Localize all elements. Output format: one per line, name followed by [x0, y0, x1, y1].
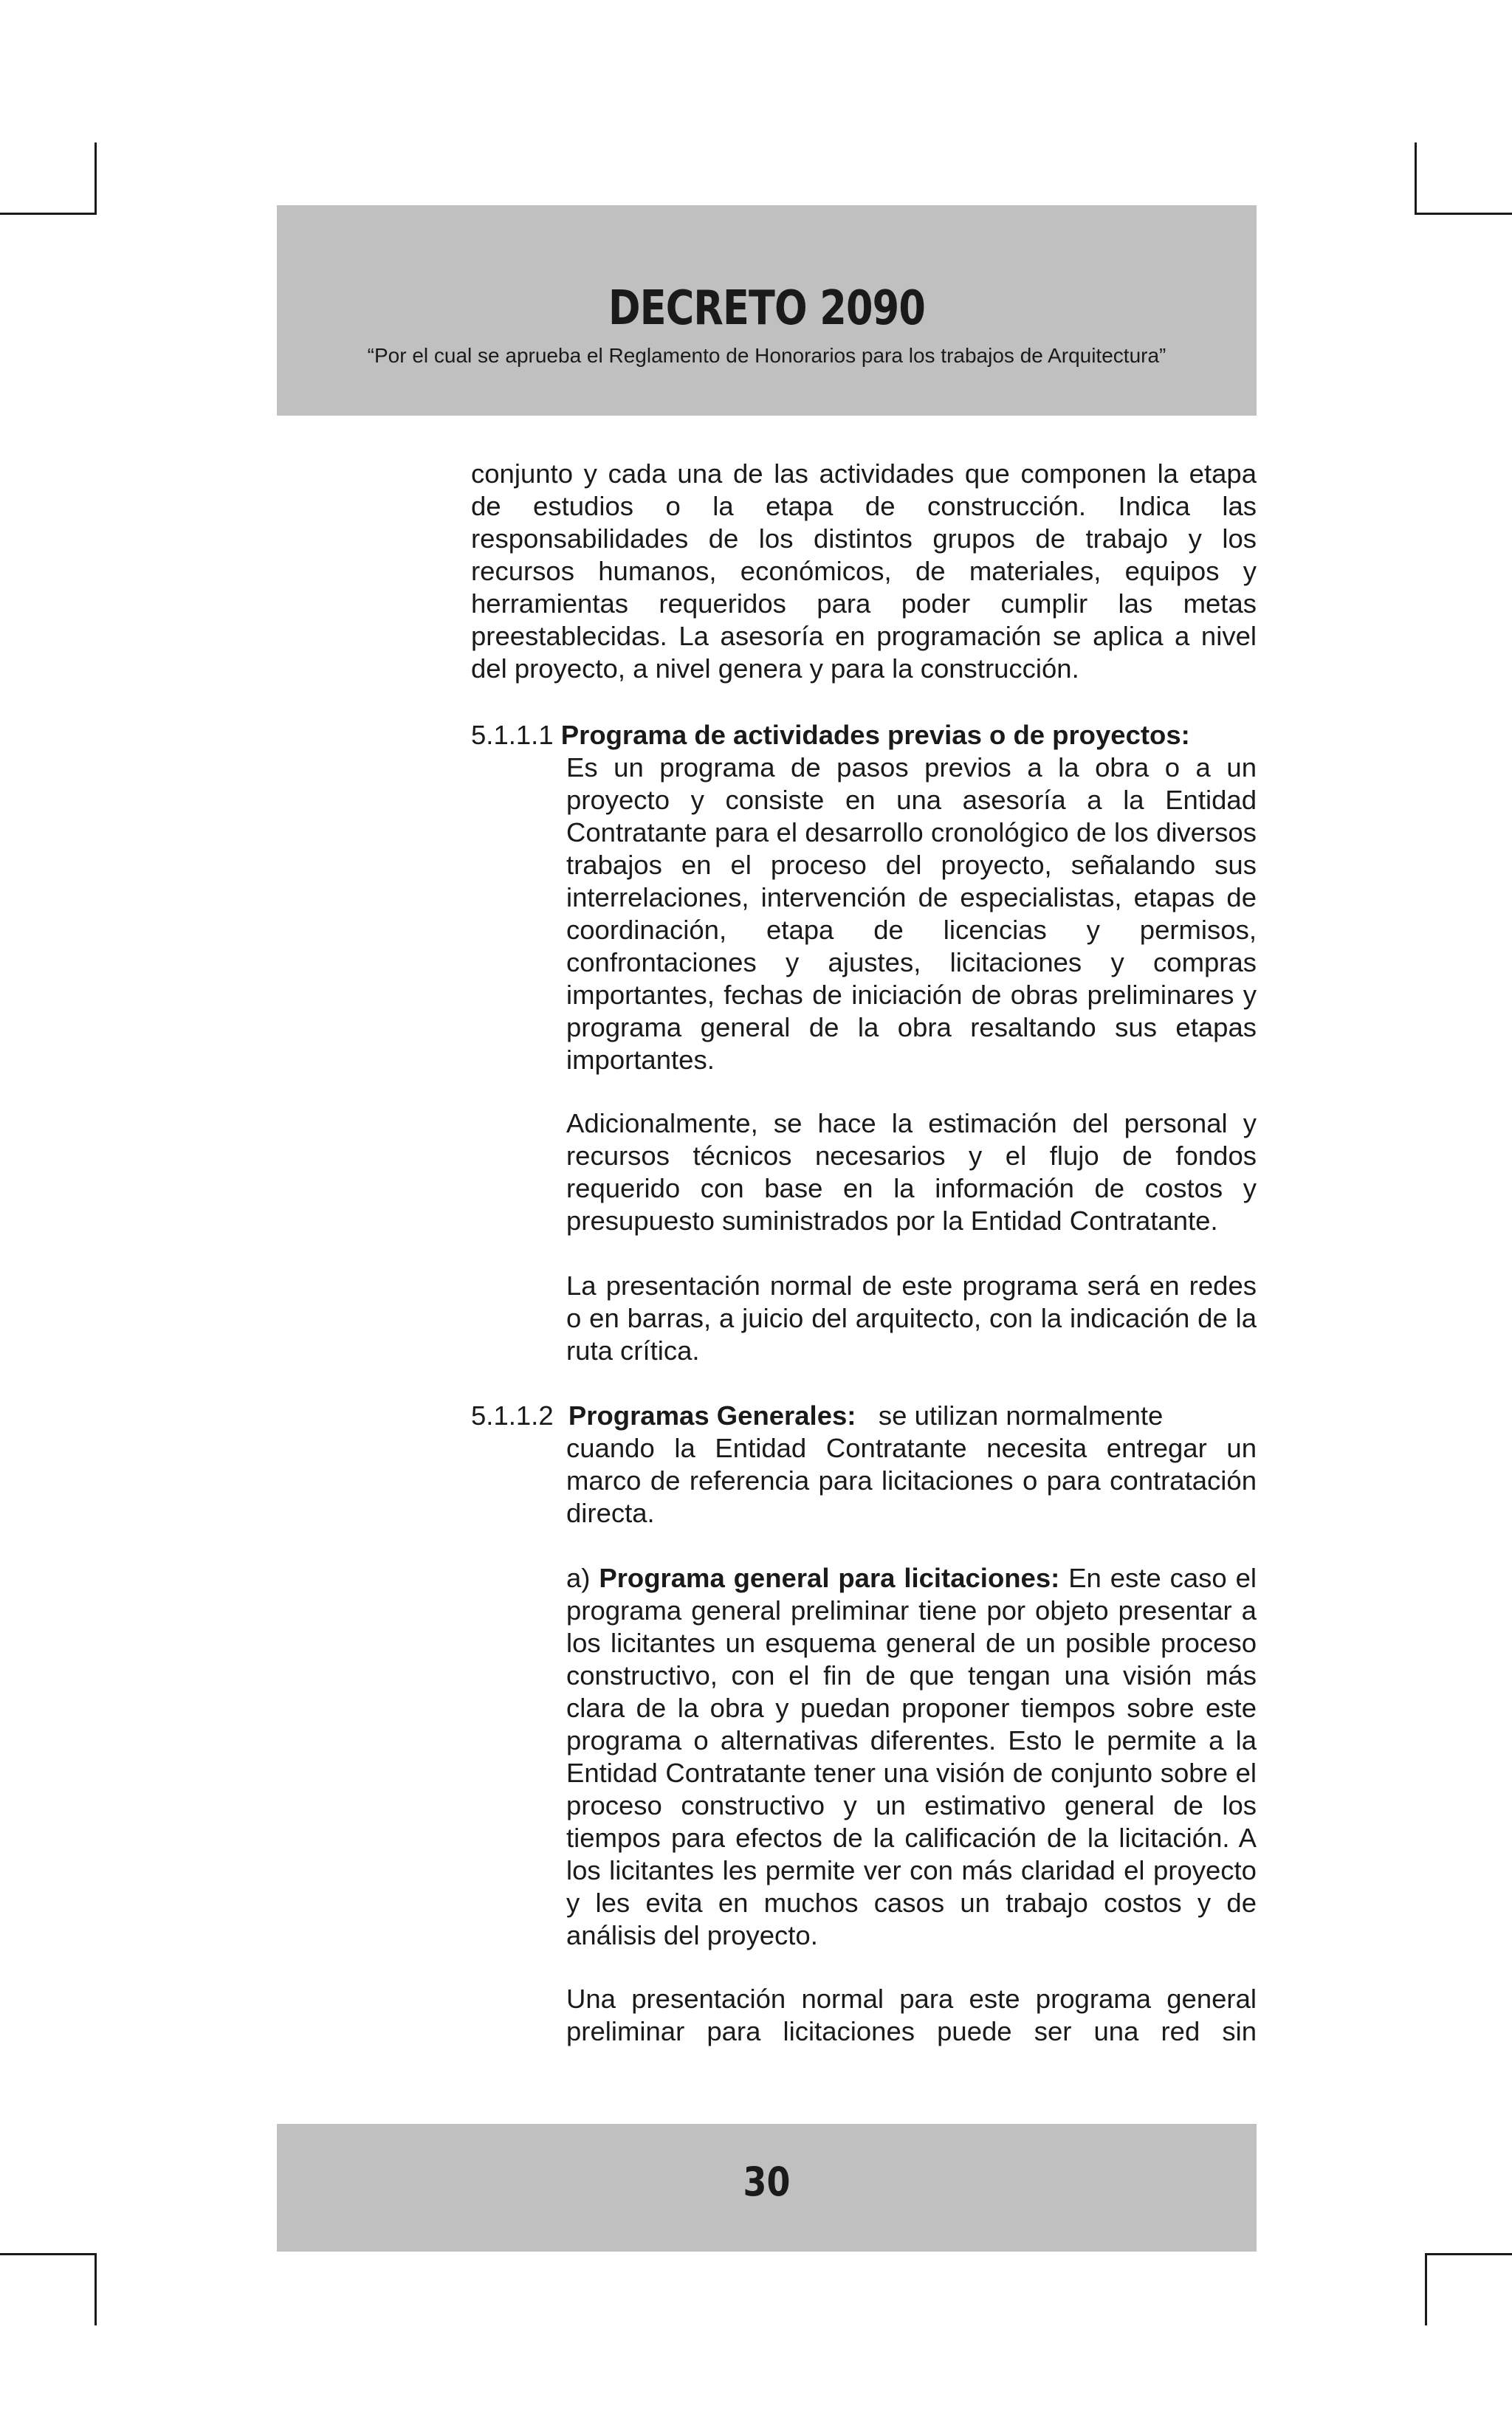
- section-5112-paragraph-1: cuando la Entidad Contratante necesita entregar un marco de referencia para licitaciones o para contratación directa.: [566, 1433, 1257, 1528]
- section-5112-last-paragraph: Una presentación normal para este programa general preliminar para licitaciones puede ser una red sin: [566, 1984, 1257, 2046]
- crop-mark-top-right-horizontal: [1415, 213, 1512, 215]
- crop-mark-top-right-vertical: [1415, 142, 1417, 215]
- crop-mark-bottom-left-vertical: [94, 2253, 97, 2325]
- section-5111-paragraph-3: La presentación normal de este programa será en redes o en barras, a juicio del arquitecto, con la indicación de la ruta crítica.: [566, 1270, 1257, 1366]
- document-subtitle: “Por el cual se aprueba el Reglamento de Honorarios para los trabajos de Arquitectura”: [367, 344, 1166, 367]
- page-header: [277, 205, 1257, 416]
- crop-mark-top-left-horizontal: [0, 213, 97, 215]
- item-a: [566, 1562, 1257, 1952]
- section-5111-number: 5.1.1.1: [471, 720, 554, 750]
- crop-mark-top-left-vertical: [94, 142, 97, 215]
- document-title: DECRETO 2090: [608, 281, 926, 336]
- section-5111-paragraph-2: Adicionalmente, se hace la estimación del personal y recursos técnicos necesarios y el flujo de fondos requerido con base en la información de costos y presupuesto suministrados por la Entidad Contratante.: [566, 1108, 1257, 1236]
- page-number: 30: [743, 2159, 791, 2205]
- item-a-lead: En este caso: [1068, 1563, 1227, 1593]
- crop-mark-bottom-right-horizontal: [1425, 2253, 1512, 2255]
- page-footer: [277, 2124, 1257, 2252]
- item-a-body: el programa general preliminar tiene por objeto presentar a los licitantes un esquema general de un posible proceso constructivo, con el fin de que tengan una visión más clara de la obra y puedan proponer tiempos sobre este programa o alternativas diferentes. Esto le permite a la Entidad Contratante tener una visión de conjunto sobre el proceso constructivo y un estimativo general de los tiempos para efectos de la calificación de la licitación. A los licitantes les permite ver con más claridad el proyecto y les evita en muchos casos un trabajo costos y de análisis del proyecto.: [566, 1563, 1257, 1950]
- section-5111-heading: [471, 719, 1257, 752]
- section-5111-paragraph-1: Es un programa de pasos previos a la obra o a un proyecto y consiste en una asesoría a la Entidad Contratante para el desarrollo cronológico de los diversos trabajos en el proceso del proyecto, señalando sus interrelaciones, intervención de especialistas, etapas de coordinación, etapa de licencias y permisos, confrontaciones y ajustes, licitaciones y compras importantes, fechas de iniciación de obras preliminares y programa general de la obra resaltando sus etapas importantes.: [566, 752, 1257, 1075]
- intro-paragraph: conjunto y cada una de las actividades que componen la etapa de estudios o la etapa de construcción. Indica las responsabilidades de los distintos grupos de trabajo y los recursos humanos, económicos, de materiales, equipos y herramientas requeridos para poder cumplir las metas preestablecidas. La asesoría en programación se aplica a nivel del proyecto, a nivel genera y para la construcción.: [471, 458, 1257, 684]
- section-5112-lead: se utilizan normalmente: [878, 1400, 1164, 1431]
- item-a-title: Programa general para licitaciones:: [599, 1563, 1060, 1593]
- section-5111-title: Programa de actividades previas o de proyectos:: [560, 720, 1190, 750]
- item-a-marker: a): [566, 1563, 591, 1593]
- crop-mark-bottom-left-horizontal: [0, 2253, 97, 2255]
- crop-mark-bottom-right-vertical: [1425, 2253, 1427, 2325]
- section-5112-title: Programas Generales:: [568, 1400, 856, 1431]
- section-5112-number: 5.1.1.2: [471, 1400, 554, 1431]
- section-5112-heading: [471, 1400, 1257, 1432]
